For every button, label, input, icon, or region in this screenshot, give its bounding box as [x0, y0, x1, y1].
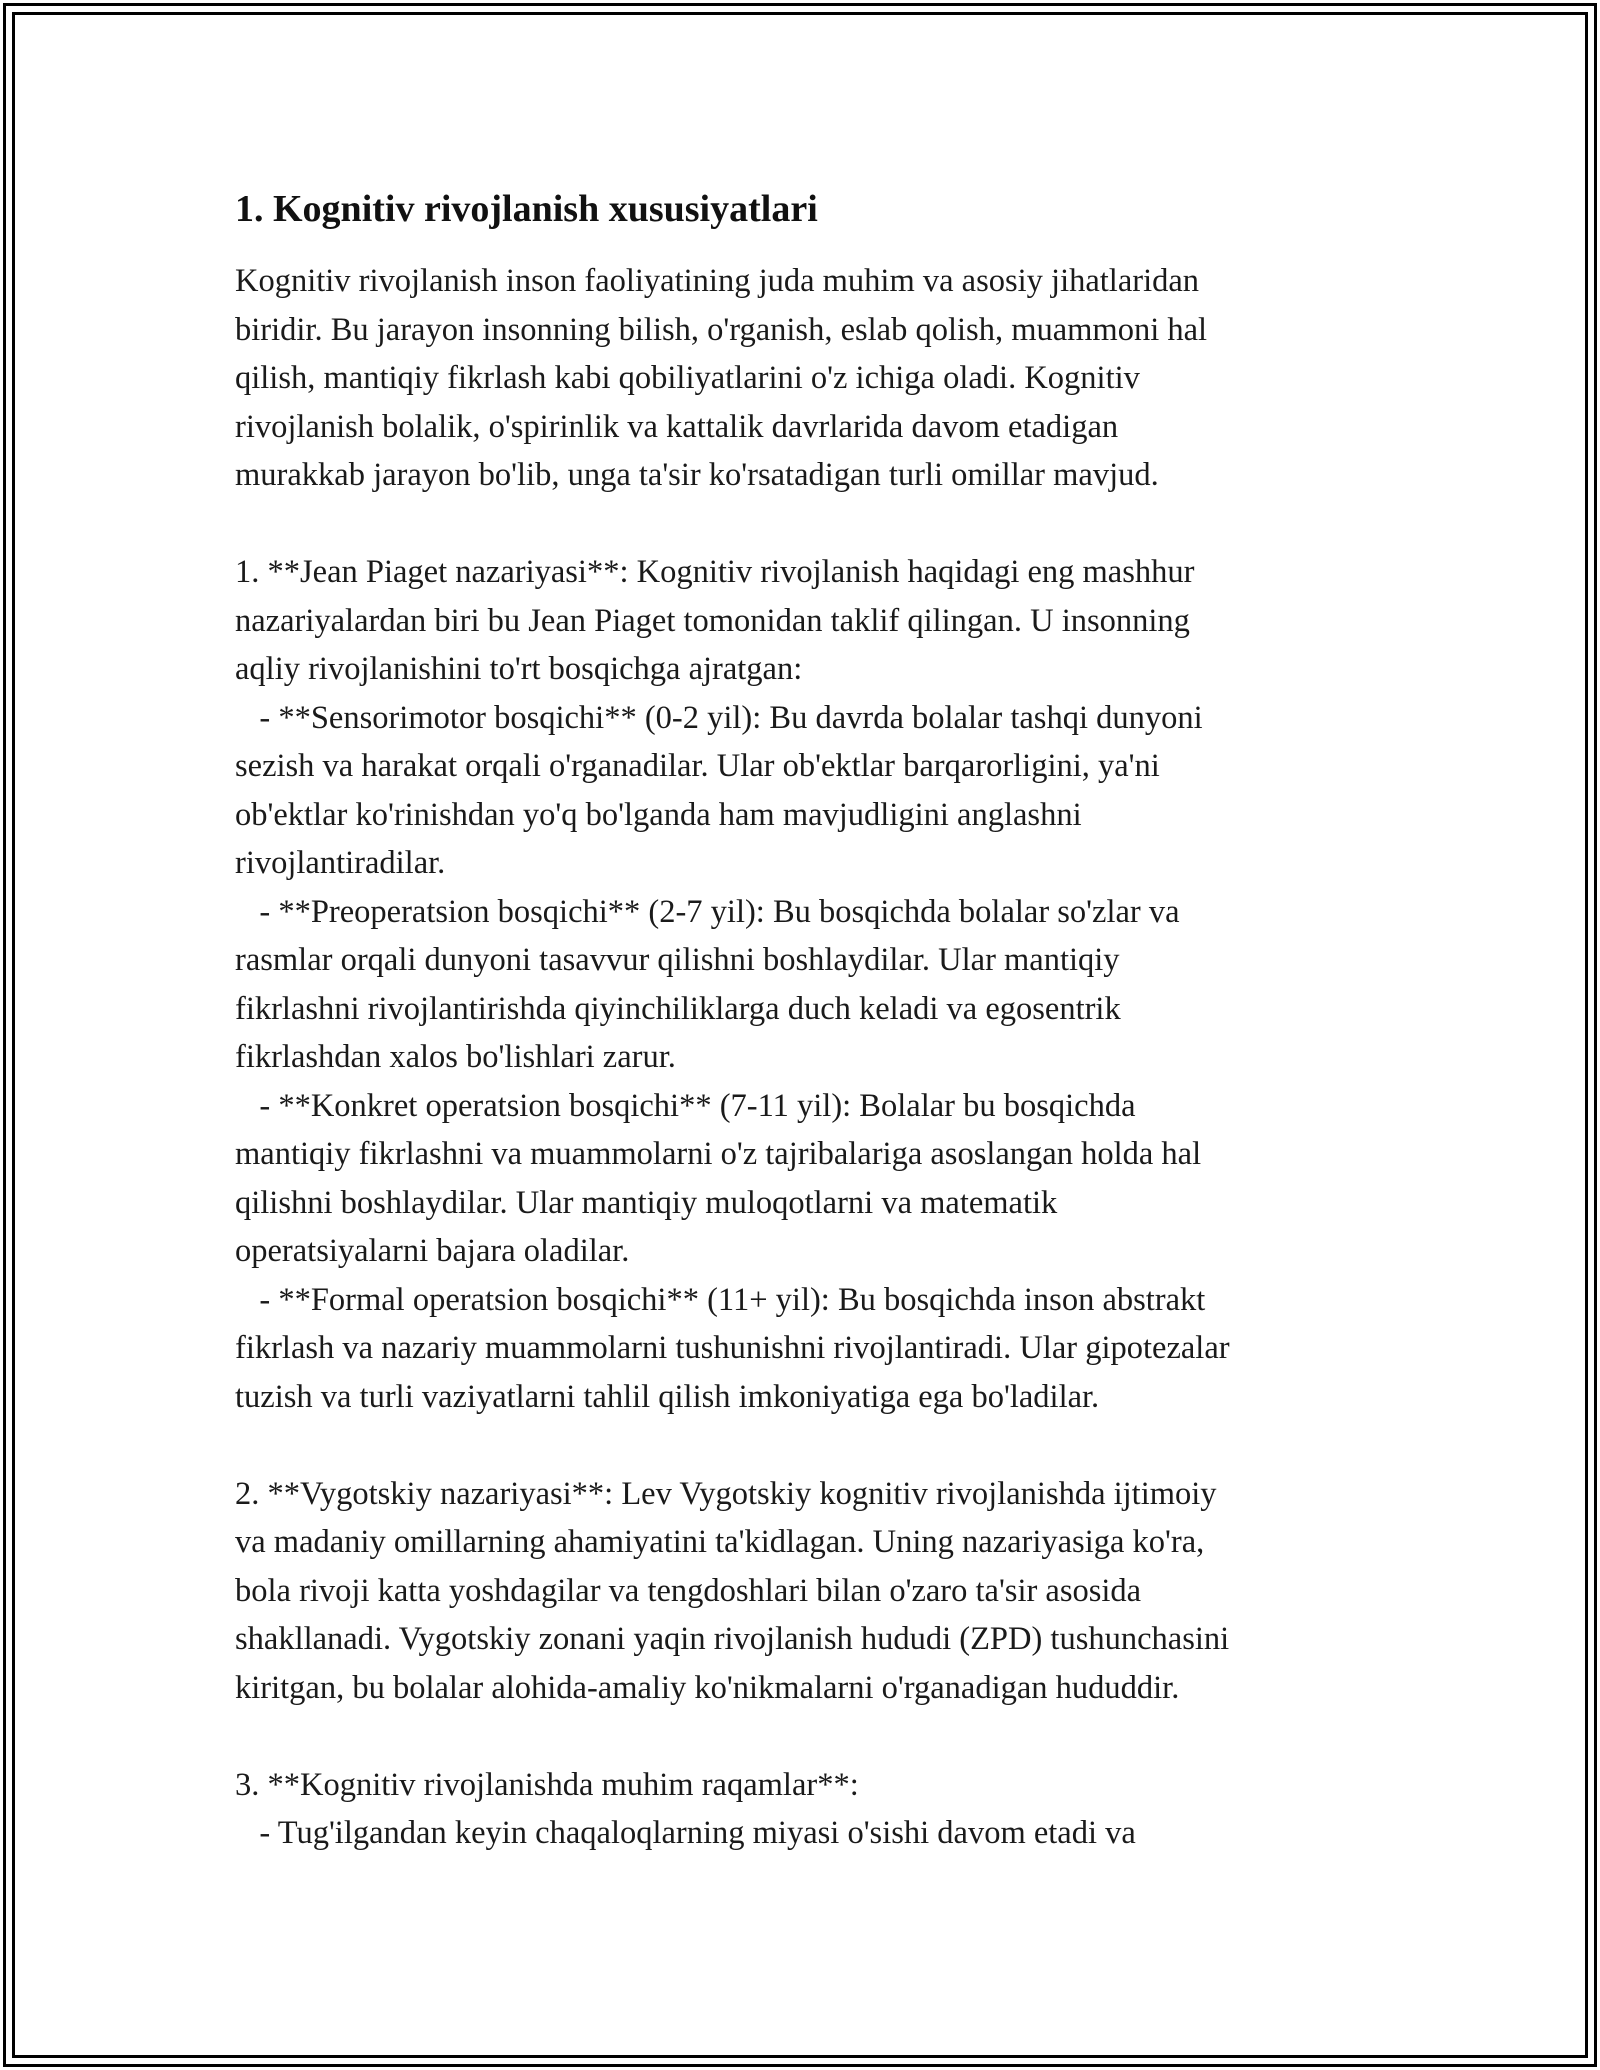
text-line: rivojlantiradilar. — [235, 845, 446, 881]
text-line: bola rivoji katta yoshdagilar va tengdoshlari bilan o'zaro ta'sir asosida — [235, 1572, 1142, 1609]
text-line: shakllanadi. Vygotskiy zonani yaqin rivojlanish hududi (ZPD) tushunchasini — [235, 1621, 1230, 1657]
blank-line — [235, 500, 1365, 549]
text-line: - **Formal operatsion bosqichi** (11+ yil): Bu bosqichda inson abstrakt — [235, 1281, 1206, 1318]
text-line: fikrlashdan xalos bo'lishlari zarur. — [235, 1039, 676, 1075]
text-line: qilish, mantiqiy fikrlash kabi qobiliyatlarini o'z ichiga oladi. Kognitiv — [235, 360, 1140, 396]
text-line: nazariyalardan biri bu Jean Piaget tomonidan taklif qilingan. U insonning — [235, 602, 1190, 639]
text-line: tuzish va turli vaziyatlarni tahlil qilish imkoniyatiga ega bo'ladilar. — [235, 1378, 1100, 1415]
text-line: rasmlar orqali dunyoni tasavvur qilishni boshlaydilar. Ular mantiqiy — [235, 942, 1120, 978]
text-line: 3. **Kognitiv rivojlanishda muhim raqamlar**: — [235, 1766, 859, 1803]
text-line: ob'ektlar ko'rinishdan yo'q bo'lganda ham mavjudligini anglashni — [235, 796, 1082, 833]
text-line: sezish va harakat orqali o'rganadilar. Ular ob'ektlar barqarorligini, ya'ni — [235, 748, 1160, 784]
text-line: operatsiyalarni bajara oladilar. — [235, 1233, 630, 1269]
text-line: - **Sensorimotor bosqichi** (0-2 yil): Bu davrda bolalar tashqi dunyoni — [235, 699, 1203, 736]
text-line: Kognitiv rivojlanish inson faoliyatining juda muhim va asosiy jihatlaridan — [235, 263, 1200, 299]
text-line: - **Konkret operatsion bosqichi** (7-11 yil): Bolalar bu bosqichda — [235, 1087, 1136, 1124]
text-line: rivojlanish bolalik, o'spirinlik va kattalik davrlarida davom etadigan — [235, 408, 1119, 445]
text-line: qilishni boshlaydilar. Ular mantiqiy muloqotlarni va matematik — [235, 1184, 1058, 1221]
document-text — [235, 257, 1365, 1858]
text-line: mantiqiy fikrlashni va muammolarni o'z tajribalariga asoslangan holda hal — [235, 1136, 1202, 1172]
text-line: biridir. Bu jarayon insonning bilish, o'rganish, eslab qolish, muammoni hal — [235, 311, 1208, 348]
text-line: 2. **Vygotskiy nazariyasi**: Lev Vygotskiy kognitiv rivojlanishda ijtimoiy — [235, 1475, 1217, 1512]
text-line: 1. **Jean Piaget nazariyasi**: Kognitiv rivojlanish haqidagi eng mashhur — [235, 554, 1195, 590]
text-line: murakkab jarayon bo'lib, unga ta'sir ko'rsatadigan turli omillar mavjud. — [235, 457, 1159, 493]
text-line: - **Preoperatsion bosqichi** (2-7 yil): Bu bosqichda bolalar so'zlar va — [235, 893, 1180, 930]
text-line: va madaniy omillarning ahamiyatini ta'kidlagan. Uning nazariyasiga ko'ra, — [235, 1524, 1205, 1560]
blank-line — [235, 1421, 1365, 1470]
text-line: aqliy rivojlanishini to'rt bosqichga ajratgan: — [235, 651, 803, 687]
text-line: kiritgan, bu bolalar alohida-amaliy ko'nikmalarni o'rganadigan hududdir. — [235, 1669, 1180, 1706]
text-line: fikrlash va nazariy muammolarni tushunishni rivojlantiradi. Ular gipotezalar — [235, 1330, 1230, 1366]
text-line: - Tug'ilgandan keyin chaqaloqlarning miyasi o'sishi davom etadi va — [235, 1815, 1136, 1851]
document-body — [235, 185, 1365, 1858]
section-heading: 1. Kognitiv rivojlanish xususiyatlari — [235, 188, 818, 230]
text-line: fikrlashni rivojlantirishda qiyinchiliklarga duch keladi va egosentrik — [235, 990, 1121, 1027]
blank-line — [235, 1712, 1365, 1761]
